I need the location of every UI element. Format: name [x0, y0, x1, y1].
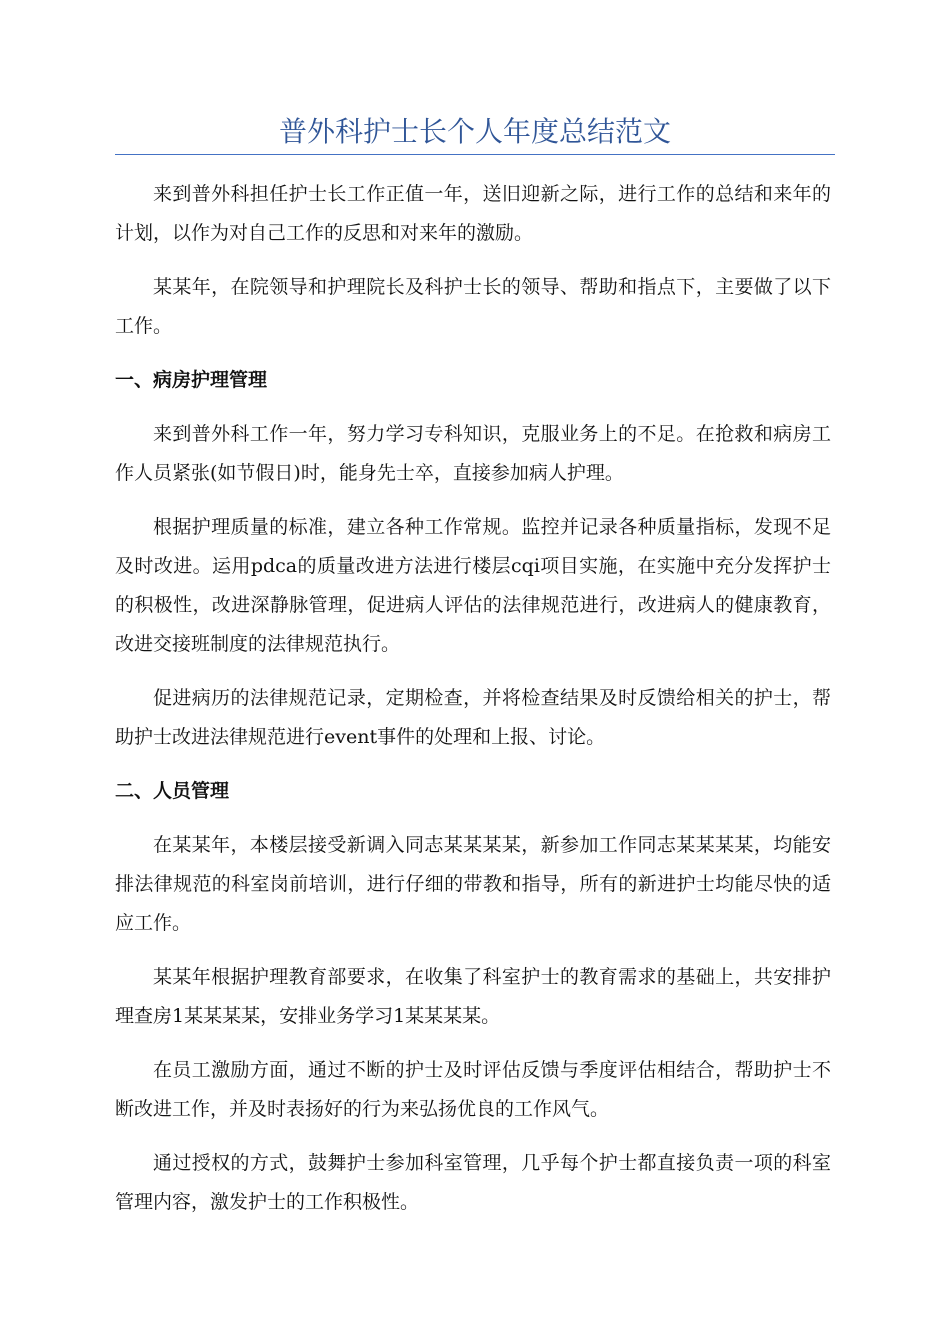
section-heading-staff-management: 二、人员管理: [115, 780, 230, 802]
section-heading-ward-management: 一、病房护理管理: [115, 369, 268, 391]
paragraph-staff-4: 通过授权的方式，鼓舞护士参加科室管理，几乎每个护士都直接负责一项的科室管理内容，激发护士的工作积极性。: [115, 1152, 831, 1213]
paragraph-intro: 来到普外科担任护士长工作正值一年，送旧迎新之际，进行工作的总结和来年的计划，以作为对自己工作的反思和对来年的激励。: [115, 183, 831, 244]
title-underline: [115, 154, 835, 155]
paragraph-staff-2: 某某年根据护理教育部要求，在收集了科室护士的教育需求的基础上，共安排护理查房1某某某某，安排业务学习1某某某某。: [115, 966, 831, 1027]
paragraph-ward-2: 根据护理质量的标准，建立各种工作常规。监控并记录各种质量指标，发现不足及时改进。运用pdca的质量改进方法进行楼层cqi项目实施，在实施中充分发挥护士的积极性，改进深静脉管理，促进病人评估的法律规范进行，改进病人的健康教育，改进交接班制度的法律规范执行。: [115, 516, 831, 655]
paragraph-ward-1: 来到普外科工作一年，努力学习专科知识，克服业务上的不足。在抢救和病房工作人员紧张(如节假日)时，能身先士卒，直接参加病人护理。: [115, 423, 831, 484]
paragraph-overview: 某某年，在院领导和护理院长及科护士长的领导、帮助和指点下，主要做了以下工作。: [115, 276, 831, 337]
document-body: [115, 175, 831, 1237]
paragraph-staff-1: 在某某年，本楼层接受新调入同志某某某某，新参加工作同志某某某某，均能安排法律规范的科室岗前培训，进行仔细的带教和指导，所有的新进护士均能尽快的适应工作。: [115, 834, 831, 934]
paragraph-staff-3: 在员工激励方面，通过不断的护士及时评估反馈与季度评估相结合，帮助护士不断改进工作，并及时表扬好的行为来弘扬优良的工作风气。: [115, 1059, 831, 1120]
paragraph-ward-3: 促进病历的法律规范记录，定期检查，并将检查结果及时反馈给相关的护士，帮助护士改进法律规范进行event事件的处理和上报、讨论。: [115, 687, 831, 748]
document-title: 普外科护士长个人年度总结范文: [278, 115, 671, 148]
